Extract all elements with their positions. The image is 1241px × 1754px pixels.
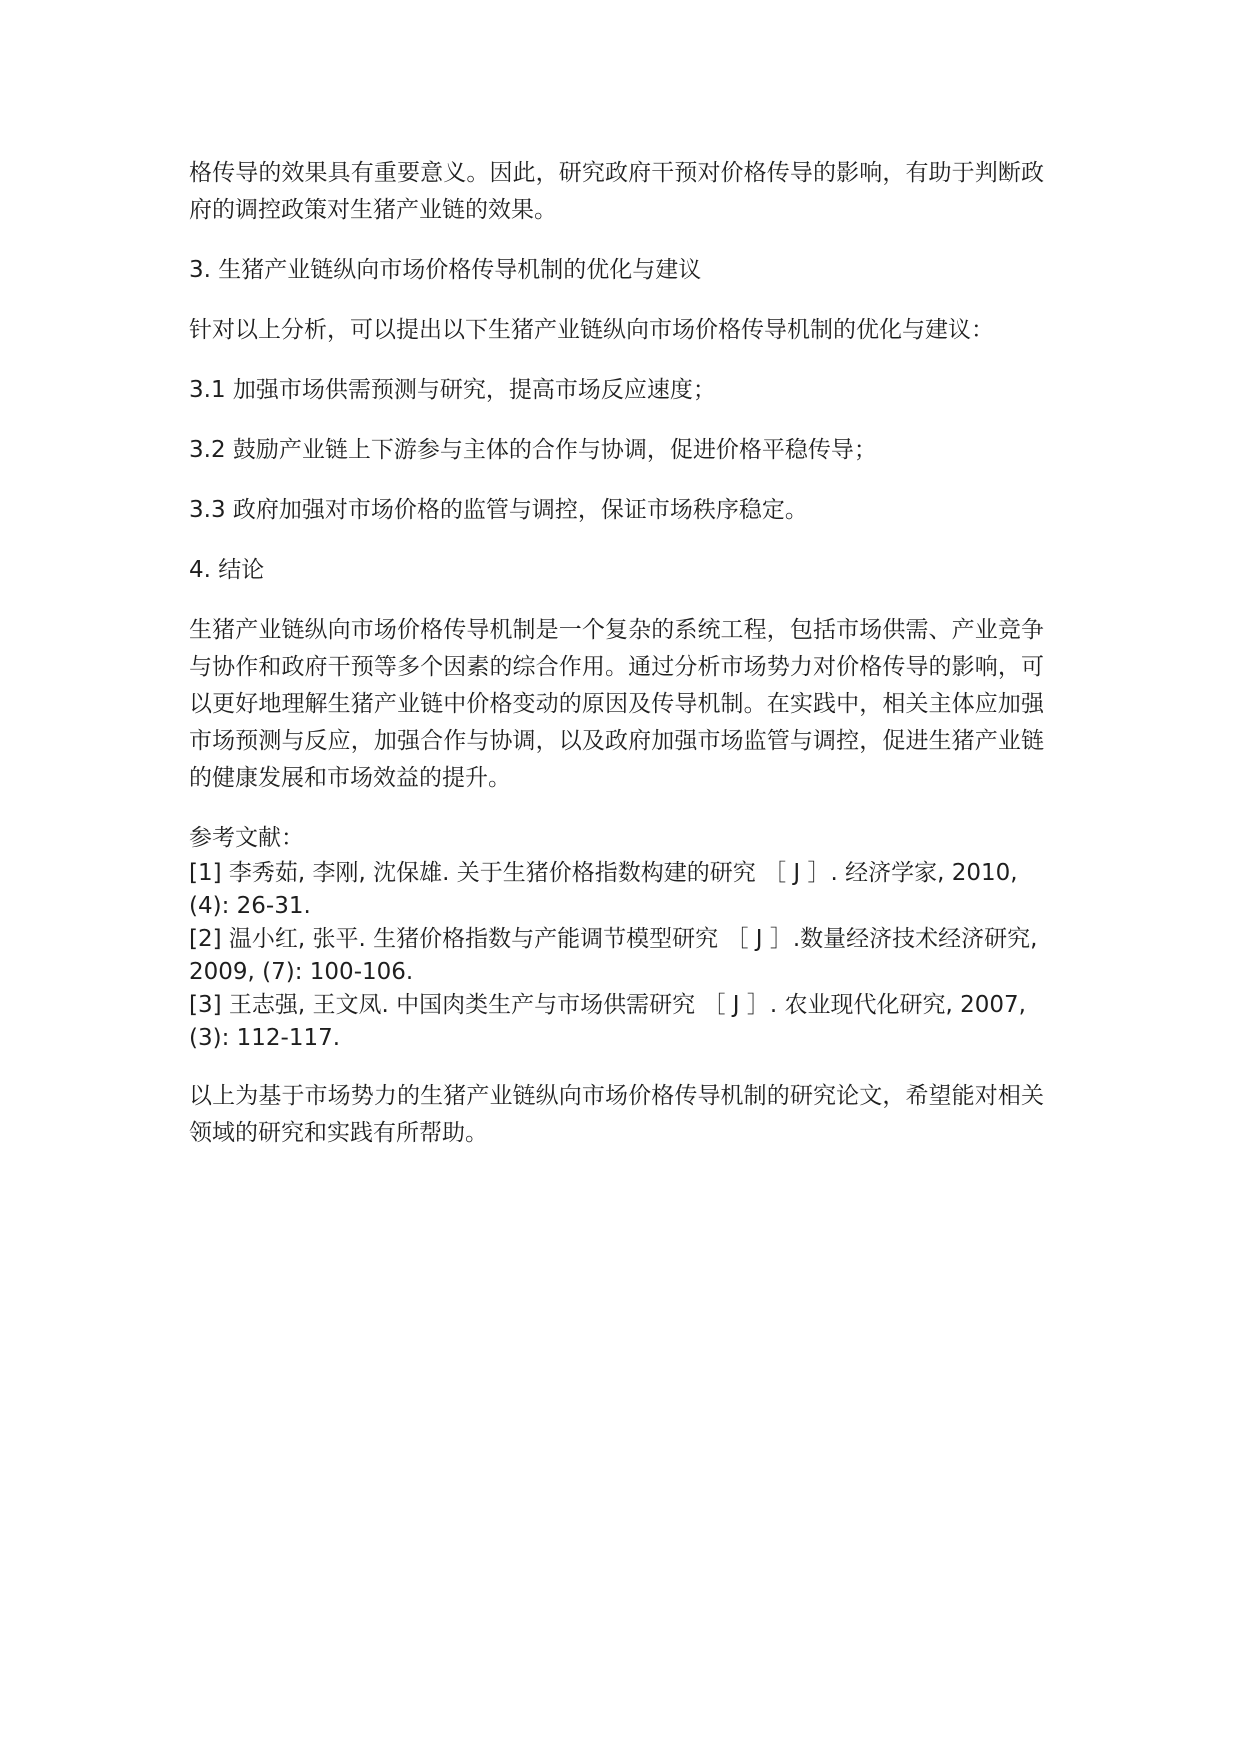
closing-paragraph: 以上为基于市场势力的生猪产业链纵向市场价格传导机制的研究论文，希望能对相关领域的研究和实践有所帮助。	[189, 1083, 1044, 1146]
paragraph-continuation: 格传导的效果具有重要意义。因此，研究政府干预对价格传导的影响，有助于判断政府的调控政策对生猪产业链的效果。	[189, 160, 1044, 223]
list-item-3-2: 3.2 鼓励产业链上下游参与主体的合作与协调，促进价格平稳传导；	[189, 437, 877, 463]
list-item-3-3: 3.3 政府加强对市场价格的监管与调控，保证市场秩序稳定。	[189, 497, 808, 523]
reference-item: [3] 王志强, 王文凤. 中国肉类生产与市场供需研究 ［ J ］. 农业现代化研究, 2007,(3): 112-117.	[189, 992, 1026, 1051]
section-heading-3: 3. 生猪产业链纵向市场价格传导机制的优化与建议	[189, 257, 702, 283]
reference-item: [1] 李秀茹, 李刚, 沈保雄. 关于生猪价格指数构建的研究 ［ J ］. 经济学家, 2010, (4): 26-31.	[189, 860, 1018, 919]
section-heading-4: 4. 结论	[189, 557, 265, 583]
document-page	[189, 155, 1044, 1152]
reference-item: [2] 温小红, 张平. 生猪价格指数与产能调节模型研究 ［ J ］.数量经济技术经济研究, 2009, (7): 100-106.	[189, 926, 1038, 985]
list-item-3-1: 3.1 加强市场供需预测与研究，提高市场反应速度；	[189, 377, 716, 403]
paragraph-conclusion: 生猪产业链纵向市场价格传导机制是一个复杂的系统工程，包括市场供需、产业竞争与协作和政府干预等多个因素的综合作用。通过分析市场势力对价格传导的影响，可以更好地理解生猪产业链中价格变动的原因及传导机制。在实践中，相关主体应加强市场预测与反应，加强合作与协调，以及政府加强市场监管与调控，促进生猪产业链的健康发展和市场效益的提升。	[189, 617, 1044, 791]
paragraph-intro: 针对以上分析，可以提出以下生猪产业链纵向市场价格传导机制的优化与建议：	[189, 317, 994, 343]
references-heading: 参考文献：	[189, 825, 304, 851]
